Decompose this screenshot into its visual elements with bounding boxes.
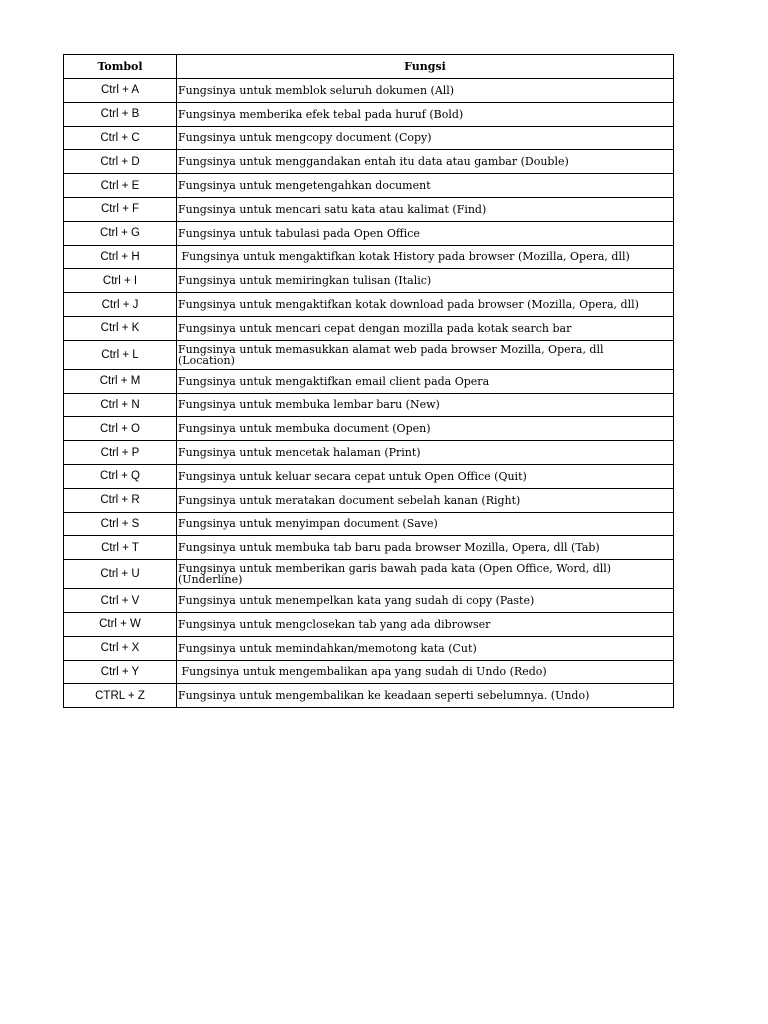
shortcut-key-cell: Ctrl + R	[64, 488, 177, 512]
shortcut-function-cell: Fungsinya untuk memberikan garis bawah pada kata (Open Office, Word, dll) (Underline)	[177, 560, 674, 589]
shortcut-function-cell: Fungsinya untuk tabulasi pada Open Office	[177, 221, 674, 245]
table-row	[64, 369, 674, 393]
shortcut-key-cell: Ctrl + F	[64, 197, 177, 221]
table-row	[64, 150, 674, 174]
table-row	[64, 612, 674, 636]
table-row	[64, 102, 674, 126]
shortcut-key-cell: CTRL + Z	[64, 684, 177, 708]
table-row	[64, 464, 674, 488]
table-row	[64, 79, 674, 103]
table-row	[64, 660, 674, 684]
shortcut-function-cell: Fungsinya untuk menempelkan kata yang sudah di copy (Paste)	[177, 589, 674, 613]
shortcut-key-cell: Ctrl + W	[64, 612, 177, 636]
shortcut-key-cell: Ctrl + D	[64, 150, 177, 174]
shortcut-function-cell: Fungsinya untuk mencari satu kata atau kalimat (Find)	[177, 197, 674, 221]
shortcut-key-cell: Ctrl + H	[64, 245, 177, 269]
table-row	[64, 269, 674, 293]
shortcut-function-cell: Fungsinya untuk mencetak halaman (Print)	[177, 441, 674, 465]
shortcut-key-cell: Ctrl + E	[64, 174, 177, 198]
shortcut-key-cell: Ctrl + L	[64, 340, 177, 369]
table-header-row	[64, 55, 674, 79]
shortcut-table	[63, 54, 674, 708]
shortcut-function-cell: Fungsinya untuk menggandakan entah itu data atau gambar (Double)	[177, 150, 674, 174]
shortcut-key-cell: Ctrl + C	[64, 126, 177, 150]
shortcut-function-cell: Fungsinya untuk memblok seluruh dokumen (All)	[177, 79, 674, 103]
table-row	[64, 441, 674, 465]
table-row	[64, 560, 674, 589]
shortcut-function-cell: Fungsinya untuk mengembalikan apa yang sudah di Undo (Redo)	[177, 660, 674, 684]
shortcut-key-cell: Ctrl + T	[64, 536, 177, 560]
shortcut-function-cell: Fungsinya untuk membuka lembar baru (New)	[177, 393, 674, 417]
shortcut-function-cell: Fungsinya untuk mengaktifkan email client pada Opera	[177, 369, 674, 393]
shortcut-function-cell: Fungsinya untuk mencari cepat dengan mozilla pada kotak search bar	[177, 316, 674, 340]
table-row	[64, 197, 674, 221]
table-row	[64, 512, 674, 536]
table-row	[64, 589, 674, 613]
shortcut-key-cell: Ctrl + Y	[64, 660, 177, 684]
table-row	[64, 174, 674, 198]
shortcut-key-cell: Ctrl + B	[64, 102, 177, 126]
shortcut-function-cell: Fungsinya untuk mengcopy document (Copy)	[177, 126, 674, 150]
shortcut-key-cell: Ctrl + V	[64, 589, 177, 613]
table-row	[64, 393, 674, 417]
shortcut-function-cell: Fungsinya untuk menyimpan document (Save)	[177, 512, 674, 536]
shortcut-key-cell: Ctrl + S	[64, 512, 177, 536]
shortcut-function-cell: Fungsinya untuk mengetengahkan document	[177, 174, 674, 198]
table-row	[64, 245, 674, 269]
shortcut-function-cell: Fungsinya untuk memasukkan alamat web pada browser Mozilla, Opera, dll (Location)	[177, 340, 674, 369]
header-tombol: Tombol	[64, 55, 177, 79]
table-row	[64, 684, 674, 708]
table-row	[64, 488, 674, 512]
table-row	[64, 126, 674, 150]
table-row	[64, 536, 674, 560]
shortcut-key-cell: Ctrl + P	[64, 441, 177, 465]
shortcut-key-cell: Ctrl + Q	[64, 464, 177, 488]
table-row	[64, 293, 674, 317]
table-row	[64, 340, 674, 369]
shortcut-key-cell: Ctrl + X	[64, 636, 177, 660]
shortcut-key-cell: Ctrl + K	[64, 316, 177, 340]
shortcut-key-cell: Ctrl + J	[64, 293, 177, 317]
header-fungsi: Fungsi	[177, 55, 674, 79]
shortcut-key-cell: Ctrl + O	[64, 417, 177, 441]
shortcut-function-cell: Fungsinya memberika efek tebal pada huruf (Bold)	[177, 102, 674, 126]
table-row	[64, 316, 674, 340]
shortcut-function-cell: Fungsinya untuk mengaktifkan kotak History pada browser (Mozilla, Opera, dll)	[177, 245, 674, 269]
shortcut-key-cell: Ctrl + N	[64, 393, 177, 417]
shortcut-key-cell: Ctrl + G	[64, 221, 177, 245]
table-row	[64, 417, 674, 441]
table-row	[64, 221, 674, 245]
table-row	[64, 636, 674, 660]
shortcut-key-cell: Ctrl + A	[64, 79, 177, 103]
shortcut-function-cell: Fungsinya untuk keluar secara cepat untuk Open Office (Quit)	[177, 464, 674, 488]
shortcut-function-cell: Fungsinya untuk mengembalikan ke keadaan seperti sebelumnya. (Undo)	[177, 684, 674, 708]
shortcut-function-cell: Fungsinya untuk memiringkan tulisan (Italic)	[177, 269, 674, 293]
shortcut-function-cell: Fungsinya untuk meratakan document sebelah kanan (Right)	[177, 488, 674, 512]
table-body	[64, 79, 674, 708]
shortcut-function-cell: Fungsinya untuk membuka tab baru pada browser Mozilla, Opera, dll (Tab)	[177, 536, 674, 560]
shortcut-function-cell: Fungsinya untuk mengaktifkan kotak download pada browser (Mozilla, Opera, dll)	[177, 293, 674, 317]
shortcut-function-cell: Fungsinya untuk membuka document (Open)	[177, 417, 674, 441]
shortcut-key-cell: Ctrl + I	[64, 269, 177, 293]
shortcut-function-cell: Fungsinya untuk memindahkan/memotong kata (Cut)	[177, 636, 674, 660]
shortcut-key-cell: Ctrl + U	[64, 560, 177, 589]
shortcut-function-cell: Fungsinya untuk mengclosekan tab yang ada dibrowser	[177, 612, 674, 636]
shortcut-key-cell: Ctrl + M	[64, 369, 177, 393]
